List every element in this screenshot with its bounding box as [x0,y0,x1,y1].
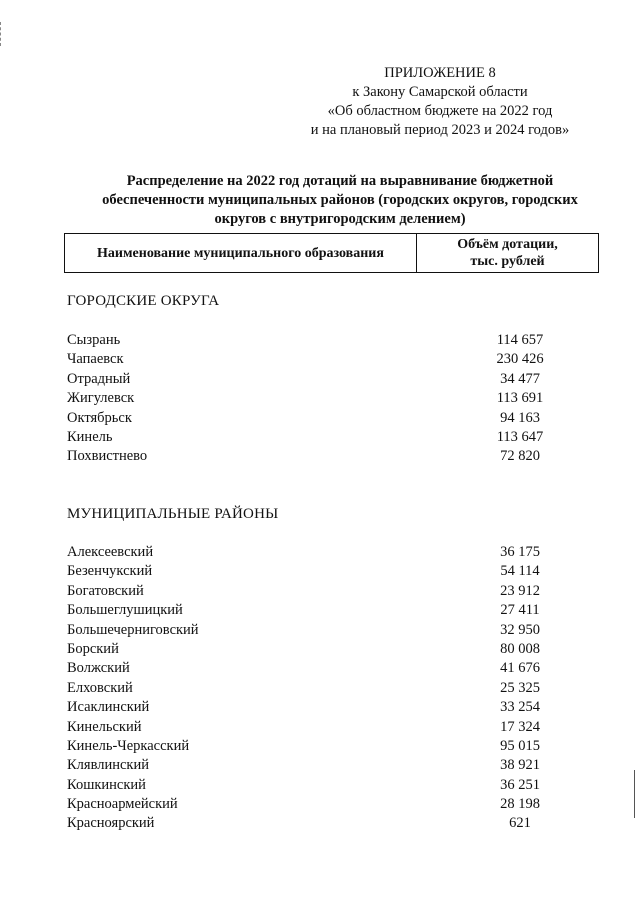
appendix-block [300,64,580,140]
table-row [67,350,587,369]
row-value: 80 008 [500,640,540,657]
row-value: 113 647 [496,428,544,445]
row-name: Большечерниговский [67,621,199,638]
table-row [67,582,587,601]
row-name: Кинель-Черкасский [67,737,190,754]
document-title-line: округов с внутригородским делением) [214,211,466,227]
row-name: Борский [67,640,119,657]
row-value: 54 114 [500,563,540,580]
section-heading-urban-districts: ГОРОДСКИЕ ОКРУГА [67,293,220,309]
row-name: Сызрань [67,332,121,348]
table-row [67,737,587,756]
table-row [67,776,587,795]
table-row [67,795,587,814]
table-row [67,640,587,659]
table-row [67,409,587,428]
appendix-law: к Закону Самарской области [352,84,528,100]
document-title-line: обеспеченности муниципальных районов (городских округов, городских [102,192,578,208]
row-name: Исаклинский [67,699,150,716]
column-header-value [417,234,598,272]
row-name: Алексеевский [67,544,154,560]
row-value: 32 950 [500,621,540,638]
table-row [67,428,587,447]
row-value: 36 251 [500,776,540,793]
row-name: Похвистнево [67,448,148,465]
table-row [67,331,587,350]
table-row [67,756,587,775]
table-row [67,814,587,833]
table-row [67,601,587,620]
row-name: Красноармейский [67,796,178,813]
row-name: Волжский [67,660,130,677]
row-value: 27 411 [500,602,540,619]
row-value: 28 198 [500,796,540,813]
row-name: Кинельский [67,718,142,735]
row-name: Кошкинский [67,776,146,793]
row-name: Большеглушицкий [67,602,183,619]
table-row [67,679,587,698]
table-row [67,659,587,678]
scan-edge-mark [634,770,635,818]
row-name: Безенчукский [67,563,153,580]
row-value: 25 325 [500,679,540,696]
row-value: 113 691 [496,390,544,407]
table-row [67,718,587,737]
row-value: 621 [509,815,531,832]
row-name: Жигулевск [67,390,135,407]
scan-margin-mark [0,22,4,46]
row-value: 94 163 [500,409,540,426]
document-title-line: Распределение на 2022 год дотаций на выравнивание бюджетной [126,173,554,189]
row-value: 38 921 [500,757,540,774]
table-row [67,389,587,408]
row-value: 41 676 [500,660,540,677]
row-name: Клявлинский [67,757,149,774]
row-name: Кинель [67,428,113,445]
table-row [67,543,587,562]
appendix-period: и на плановый период 2023 и 2024 годов» [310,122,570,138]
appendix-law-title: «Об областном бюджете на 2022 год [327,103,553,119]
row-value: 114 657 [496,332,544,348]
row-name: Богатовский [67,582,144,599]
table-row [67,698,587,717]
column-header-name: Наименование муниципального образования [65,234,417,272]
row-value: 72 820 [500,448,540,465]
row-value: 34 477 [500,370,540,387]
column-header-value-line: Объём дотации, [457,237,558,252]
table-header [64,233,599,273]
row-value: 33 254 [500,699,540,716]
urban-districts-list [67,331,587,467]
column-header-value-line: тыс. рублей [470,254,545,269]
document-title [70,172,610,229]
row-value: 230 426 [496,351,544,368]
table-row [67,621,587,640]
row-value: 36 175 [500,544,540,560]
row-value: 17 324 [500,718,540,735]
municipal-districts-list [67,543,587,834]
row-name: Октябрьск [67,409,132,426]
row-name: Отрадный [67,370,131,387]
row-name: Красноярский [67,815,155,832]
table-row [67,447,587,466]
row-value: 23 912 [500,582,540,599]
row-name: Елховский [67,679,133,696]
row-name: Чапаевск [67,351,124,368]
table-row [67,562,587,581]
section-heading-municipal-districts: МУНИЦИПАЛЬНЫЕ РАЙОНЫ [67,506,279,522]
row-value: 95 015 [500,737,540,754]
appendix-number: ПРИЛОЖЕНИЕ 8 [384,65,496,81]
table-row [67,370,587,389]
